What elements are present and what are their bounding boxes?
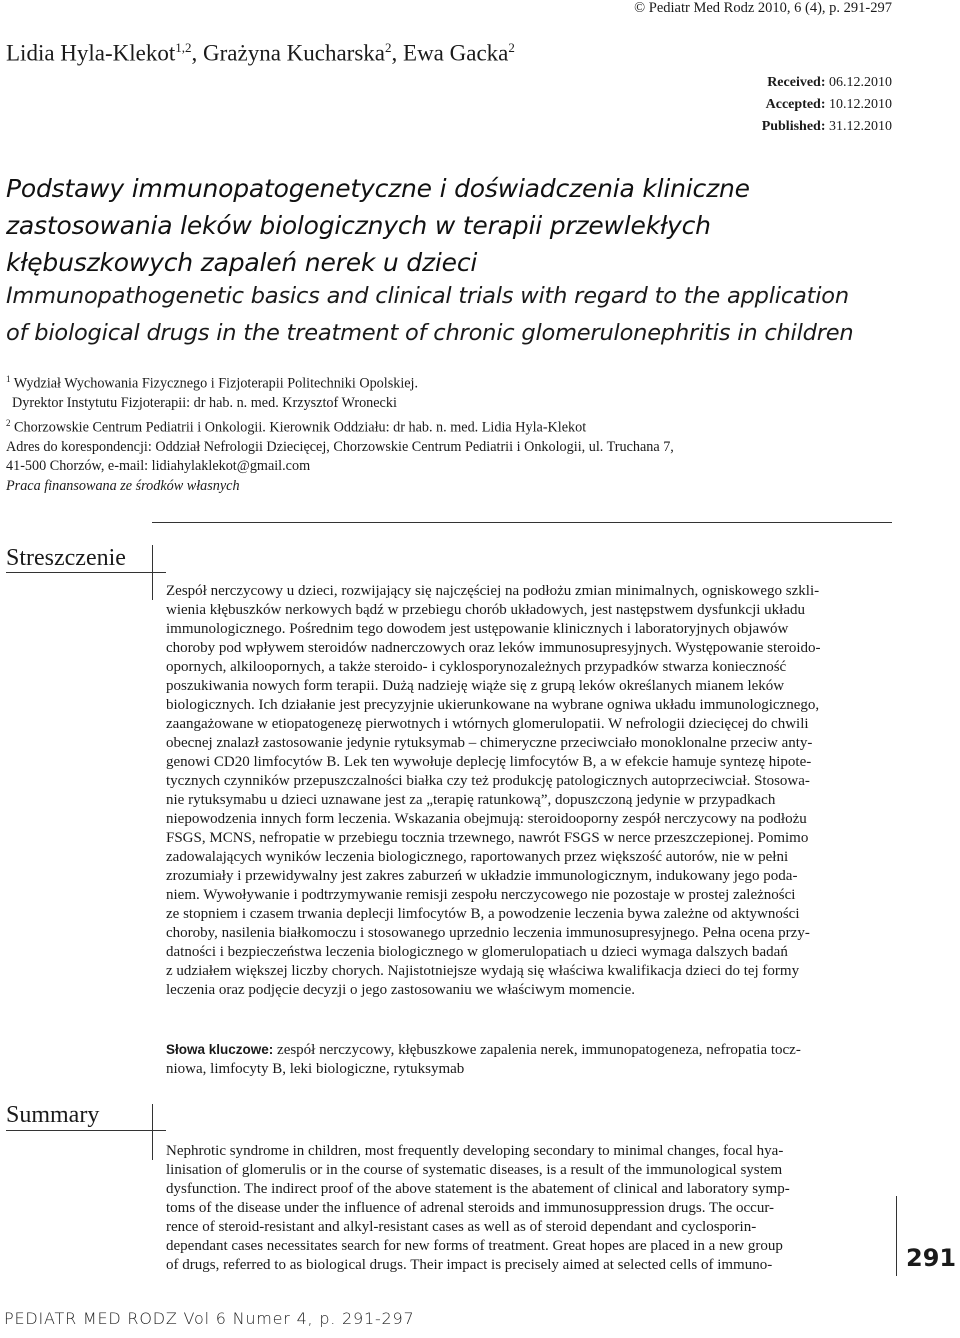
- keywords-line: [166, 1040, 886, 1060]
- heading-underline: [6, 572, 152, 573]
- page-number-rule: [896, 1196, 897, 1276]
- text-line: zadowalających wyników leczenia biologicznego, raportowanych przez większość autorów, nie w pełni: [166, 849, 789, 865]
- text-line: leczenia oraz podjęcie decyzji o jego zastosowaniu we właściwym momencie.: [166, 982, 635, 998]
- date-label: Received:: [767, 75, 826, 90]
- date-value: 10.12.2010: [829, 97, 892, 112]
- affiliation-text: Chorzowskie Centrum Pediatrii i Onkologii. Kierownik Oddziału: dr hab. n. med. Lidia Hyla-Klekot: [14, 419, 587, 436]
- funding-note: Praca finansowana ze środków własnych: [6, 477, 240, 494]
- correspondence-address: Adres do korespondencji: Oddział Nefrologii Dziecięcej, Chorzowskie Centrum Pediatrii i Onkologii, ul. Truchana 7,: [6, 438, 674, 455]
- text-line: tycznych czynników przepuszczalności białka czy też produkcję patologicznych autoprzeciwciał. Stosowa-: [166, 773, 810, 789]
- summary-heading: Summary: [6, 1102, 100, 1128]
- title-line: zastosowania leków biologicznych w terapii przewlekłych: [6, 211, 711, 240]
- heading-underline: [6, 1130, 152, 1131]
- affiliation-text: Wydział Wychowania Fizycznego i Fizjoterapii Politechniki Opolskiej.: [13, 375, 419, 392]
- date-value: 31.12.2010: [829, 119, 892, 134]
- text-line: obecnej znalazł zastosowanie jedynie rytuksymab – chimeryczne przeciwciało monoklonalne przeciw anty-: [166, 735, 813, 751]
- affiliation-marker: 1: [6, 374, 11, 384]
- text-line: of drugs, referred to as biological drugs. Their impact is precisely aimed at selected cells of immuno-: [166, 1257, 773, 1273]
- heading-bracket-vertical: [152, 1104, 153, 1160]
- page-number: 291: [906, 1244, 957, 1272]
- title-polish: [6, 170, 906, 281]
- affiliation-marker: 2: [6, 417, 11, 428]
- journal-footer: PEDIATR MED RODZ Vol 6 Numer 4, p. 291-297: [4, 1309, 415, 1328]
- heading-bracket-horizontal: [152, 572, 166, 573]
- keywords-label: Słowa kluczowe:: [166, 1042, 274, 1057]
- accepted-date: [762, 94, 892, 116]
- text-line: ze stopniem i czasem trwania deplecji limfocytów B, a powodzenie leczenia bywa zależne od aktywności: [166, 906, 800, 922]
- text-line: zaangażowane w etiopatogenezę pierwotnych i wtórnych glomerulopatii. W nefrologii dziecięcej do chwili: [166, 716, 809, 732]
- text-line: poszukiwania nowych form terapii. Dużą nadzieję wiąże się z grupą leków określanych mianem leków: [166, 678, 785, 694]
- text-line: rence of steroid-resistant and alkyl-resistant cases as well as of steroid dependant and cyclosporin-: [166, 1219, 757, 1235]
- keywords-text: zespół nerczycowy, kłębuszkowe zapalenia nerek, immunopatogeneza, nefropatia tocz-: [273, 1042, 801, 1058]
- received-date: [762, 72, 892, 94]
- text-line: niem. Wywoływanie i podtrzymywanie remisji zespołu nerczycowego nie pozostaje w prostej zależności: [166, 887, 796, 903]
- title-line: kłębuszkowych zapaleń nerek u dzieci: [6, 248, 478, 277]
- text-line: opornych, alkiloopornych, a także steroido- i cyklosporynozależnych przypadków stwarza konieczność: [166, 659, 787, 675]
- text-line: dysfunction. The indirect proof of the above statement is the abatement of clinical and laboratory symp-: [166, 1181, 790, 1197]
- text-line: choroby pod wpływem steroidów nadnerczowych oraz leków immunosupresyjnych. Występowanie steroido-: [166, 640, 821, 656]
- title-english: [6, 278, 906, 352]
- text-line: nie rytuksymabu u dzieci uznawane jest za „terapię ratunkową”, dopuszczoną jedynie w przypadkach: [166, 792, 776, 808]
- affiliation-1-director: Dyrektor Instytutu Fizjoterapii: dr hab. n. med. Krzysztof Wronecki: [12, 395, 397, 412]
- text-line: Zespół nerczycowy u dzieci, rozwijający się najczęściej na podłożu zmian minimalnych, ogniskowego szkli-: [166, 583, 820, 599]
- affiliation-1: [6, 370, 926, 394]
- title-line: Podstawy immunopatogenetyczne i doświadczenia kliniczne: [6, 174, 750, 203]
- text-line: datności i bezpieczeństwa leczenia biologicznego w glomerulopatiach u dzieci wymaga dalszych badań: [166, 944, 788, 960]
- text-line: Nephrotic syndrome in children, most frequently developing secondary to minimal changes, focal hya-: [166, 1143, 784, 1159]
- date-value: 06.12.2010: [829, 75, 892, 90]
- text-line: toms of the disease under the influence of adrenal steroids and immunosuppression drugs. The occur-: [166, 1200, 775, 1216]
- text-line: immunologicznego. Pośrednim tego dowodem jest ustępowanie klinicznych i laboratoryjnych objawów: [166, 621, 789, 637]
- keywords-line: niowa, limfocyty B, leki biologiczne, rytuksymab: [166, 1061, 465, 1077]
- text-line: choroby, nasilenia białkomoczu i stosowanego uprzednio leczenia immunosupresyjnego. Pełna ocena przy-: [166, 925, 810, 941]
- publication-dates: [762, 72, 892, 138]
- author-affiliation-marker: 2: [385, 40, 392, 55]
- text-line: FSGS, MCNS, nefropatie w przebiegu tocznia trzewnego, nawrót FSGS w nerce przeszczepionej. Pomimo: [166, 830, 809, 846]
- affiliations: [6, 370, 926, 496]
- streszczenie-heading: Streszczenie: [6, 545, 126, 571]
- author-separator: ,: [391, 40, 404, 66]
- abstract-english: [166, 1142, 886, 1275]
- text-line: z udziałem większej liczby chorych. Najistotniejsze wydają się właściwa kwalifikacja dzieci do tej formy: [166, 963, 800, 979]
- text-line: biologicznych. Ich działanie jest precyzyjnie ukierunkowane na wybrane ogniwa układu immunologicznego,: [166, 697, 820, 713]
- author-name: Ewa Gacka: [403, 40, 509, 66]
- text-line: genowi CD20 limfocytów B. Lek ten wywołuje deplecję limfocytów B, a w efekcie hamuje syntezę hipote-: [166, 754, 812, 770]
- text-line: wienia kłębuszków nerkowych bądź w przebiegu chorób układowych, jest następstwem dysfunkcji układu: [166, 602, 805, 618]
- text-line: dependant cases necessitates search for new forms of treatment. Great hopes are placed in a new group: [166, 1238, 783, 1254]
- journal-citation: © Pediatr Med Rodz 2010, 6 (4), p. 291-297: [634, 0, 892, 16]
- published-date: [762, 116, 892, 138]
- title-line: Immunopathogenetic basics and clinical trials with regard to the application: [6, 283, 849, 309]
- heading-bracket-horizontal: [152, 1130, 166, 1131]
- text-line: niepowodzenia innych form leczenia. Wskazania obejmują: steroidooporny zespół nerczycowy na podłożu: [166, 811, 807, 827]
- author-affiliation-marker: 2: [508, 40, 515, 55]
- author-affiliation-marker: 1,2: [175, 40, 192, 55]
- text-line: linisation of glomerulis or in the course of systematic diseases, is a result of the immunological system: [166, 1162, 783, 1178]
- section-divider: [152, 522, 892, 523]
- author-name: Grażyna Kucharska: [203, 40, 386, 66]
- author-separator: ,: [191, 40, 204, 66]
- correspondence-email: 41-500 Chorzów, e-mail: lidiahylaklekot@gmail.com: [6, 458, 311, 475]
- keywords-polish: [166, 1040, 886, 1079]
- author-name: Lidia Hyla-Klekot: [6, 40, 176, 66]
- title-line: of biological drugs in the treatment of chronic glomerulonephritis in children: [6, 320, 854, 346]
- text-line: zrozumiały i przewidywalny jest zakres zaburzeń w układzie immunologicznym, indukowany jego poda-: [166, 868, 798, 884]
- affiliation-2: [6, 414, 926, 438]
- abstract-polish: [166, 582, 886, 1000]
- author-list: [6, 40, 515, 67]
- date-label: Accepted:: [765, 97, 826, 112]
- date-label: Published:: [761, 119, 826, 134]
